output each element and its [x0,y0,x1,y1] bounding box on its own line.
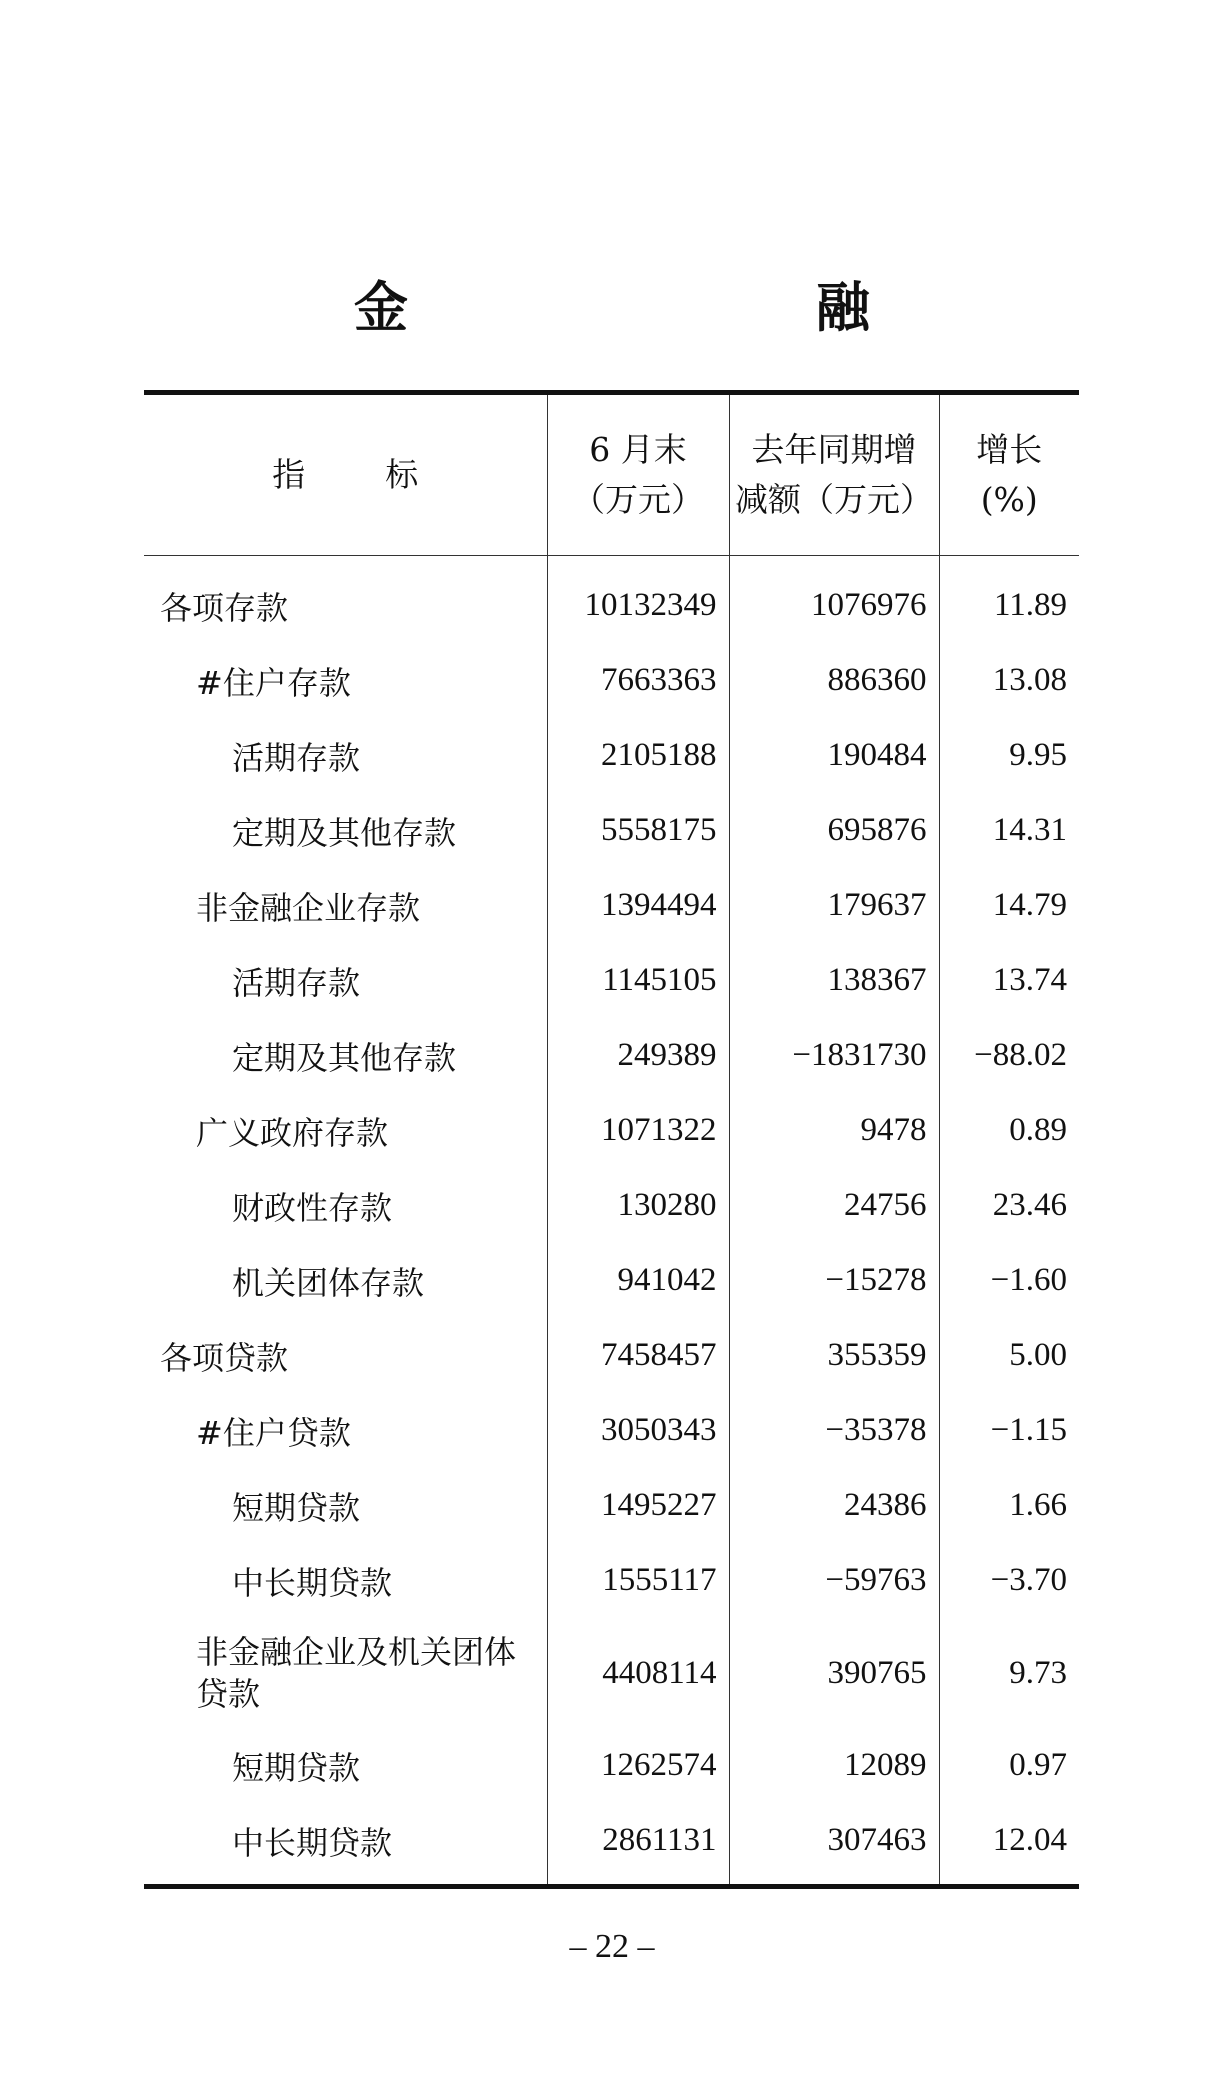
row-change-value: 190484 [729,718,939,793]
table-row [144,1468,1079,1543]
row-change-value: −59763 [729,1543,939,1618]
row-name: 中长期贷款 [232,1563,393,1602]
row-growth-value: −1.15 [939,1393,1079,1468]
row-change-value: 695876 [729,793,939,868]
row-june-value: 130280 [547,1168,729,1243]
row-name: 中长期贷款 [232,1823,393,1862]
row-growth-value: 11.89 [939,556,1079,644]
row-name: 定期及其他存款 [232,1038,457,1077]
finance-table [144,390,1079,1889]
row-change-value: −1831730 [729,1018,939,1093]
row-change-value: 12089 [729,1728,939,1803]
row-name: 各项存款 [160,588,289,627]
row-change-value: 355359 [729,1318,939,1393]
row-change-value: −35378 [729,1393,939,1468]
row-june-value: 7458457 [547,1318,729,1393]
row-growth-value: 1.66 [939,1468,1079,1543]
row-growth-value: 23.46 [939,1168,1079,1243]
row-june-value: 2105188 [547,718,729,793]
row-change-value: 24386 [729,1468,939,1543]
row-june-value: 7663363 [547,643,729,718]
header-june-line1: 6 月末 [589,430,687,469]
row-name: 活期存款 [232,738,361,777]
row-growth-value: 13.08 [939,643,1079,718]
row-growth-value: −1.60 [939,1243,1079,1318]
row-name: 非金融企业存款 [196,888,421,927]
row-growth-value: 0.97 [939,1728,1079,1803]
row-change-value: −15278 [729,1243,939,1318]
row-june-value: 5558175 [547,793,729,868]
table-row [144,1618,1079,1728]
header-change-line1: 去年同期增 [751,430,917,469]
row-change-value: 24756 [729,1168,939,1243]
header-growth-line1: 增长 [976,430,1043,469]
row-change-value: 9478 [729,1093,939,1168]
row-name: 短期贷款 [232,1488,361,1527]
table-row [144,1318,1079,1393]
header-growth-line2: (%) [980,480,1038,519]
row-name: #住户存款 [196,663,351,702]
row-june-value: 1262574 [547,1728,729,1803]
row-june-value: 249389 [547,1018,729,1093]
table-row [144,868,1079,943]
row-june-value: 2861131 [547,1803,729,1887]
row-growth-value: −3.70 [939,1543,1079,1618]
header-june-balance [547,393,729,556]
table-row [144,1093,1079,1168]
row-june-value: 1495227 [547,1468,729,1543]
row-june-value: 1555117 [547,1543,729,1618]
row-name: 财政性存款 [232,1188,393,1227]
row-change-value: 138367 [729,943,939,1018]
header-june-line2: （万元） [572,480,704,519]
row-growth-value: 9.95 [939,718,1079,793]
row-name: 定期及其他存款 [232,813,457,852]
row-change-value: 390765 [729,1618,939,1728]
table-row [144,1803,1079,1887]
table-row [144,1243,1079,1318]
table-row [144,943,1079,1018]
table-row [144,793,1079,868]
row-name: 机关团体存款 [232,1263,425,1302]
table-row [144,1393,1079,1468]
row-growth-value: 14.79 [939,868,1079,943]
table-header-row [144,393,1079,556]
row-growth-value: 12.04 [939,1803,1079,1887]
row-growth-value: 9.73 [939,1618,1079,1728]
row-change-value: 886360 [729,643,939,718]
row-growth-value: 13.74 [939,943,1079,1018]
row-change-value: 307463 [729,1803,939,1887]
row-name: 短期贷款 [232,1748,361,1787]
row-june-value: 1394494 [547,868,729,943]
row-name: 各项贷款 [160,1338,289,1377]
header-yoy-change [729,393,939,556]
row-name: 活期存款 [232,963,361,1002]
row-name: 非金融企业及机关团体贷款 [196,1633,517,1713]
row-june-value: 1145105 [547,943,729,1018]
header-indicator: 指标 [144,393,547,556]
header-change-line2: 减额（万元） [735,480,933,519]
row-growth-value: −88.02 [939,1018,1079,1093]
row-growth-value: 5.00 [939,1318,1079,1393]
row-june-value: 4408114 [547,1618,729,1728]
table-row [144,643,1079,718]
table-row [144,1543,1079,1618]
page-title: 金 融 [354,275,970,339]
row-growth-value: 14.31 [939,793,1079,868]
row-growth-value: 0.89 [939,1093,1079,1168]
row-june-value: 1071322 [547,1093,729,1168]
row-june-value: 3050343 [547,1393,729,1468]
table-row [144,1168,1079,1243]
table-row [144,556,1079,644]
table-row [144,1018,1079,1093]
row-change-value: 1076976 [729,556,939,644]
row-june-value: 941042 [547,1243,729,1318]
row-june-value: 10132349 [547,556,729,644]
table-row [144,1728,1079,1803]
row-name: #住户贷款 [196,1413,351,1452]
row-name: 广义政府存款 [196,1113,389,1152]
table-row [144,718,1079,793]
page-number: – 22 – [569,1928,655,1965]
header-growth [939,393,1079,556]
row-change-value: 179637 [729,868,939,943]
